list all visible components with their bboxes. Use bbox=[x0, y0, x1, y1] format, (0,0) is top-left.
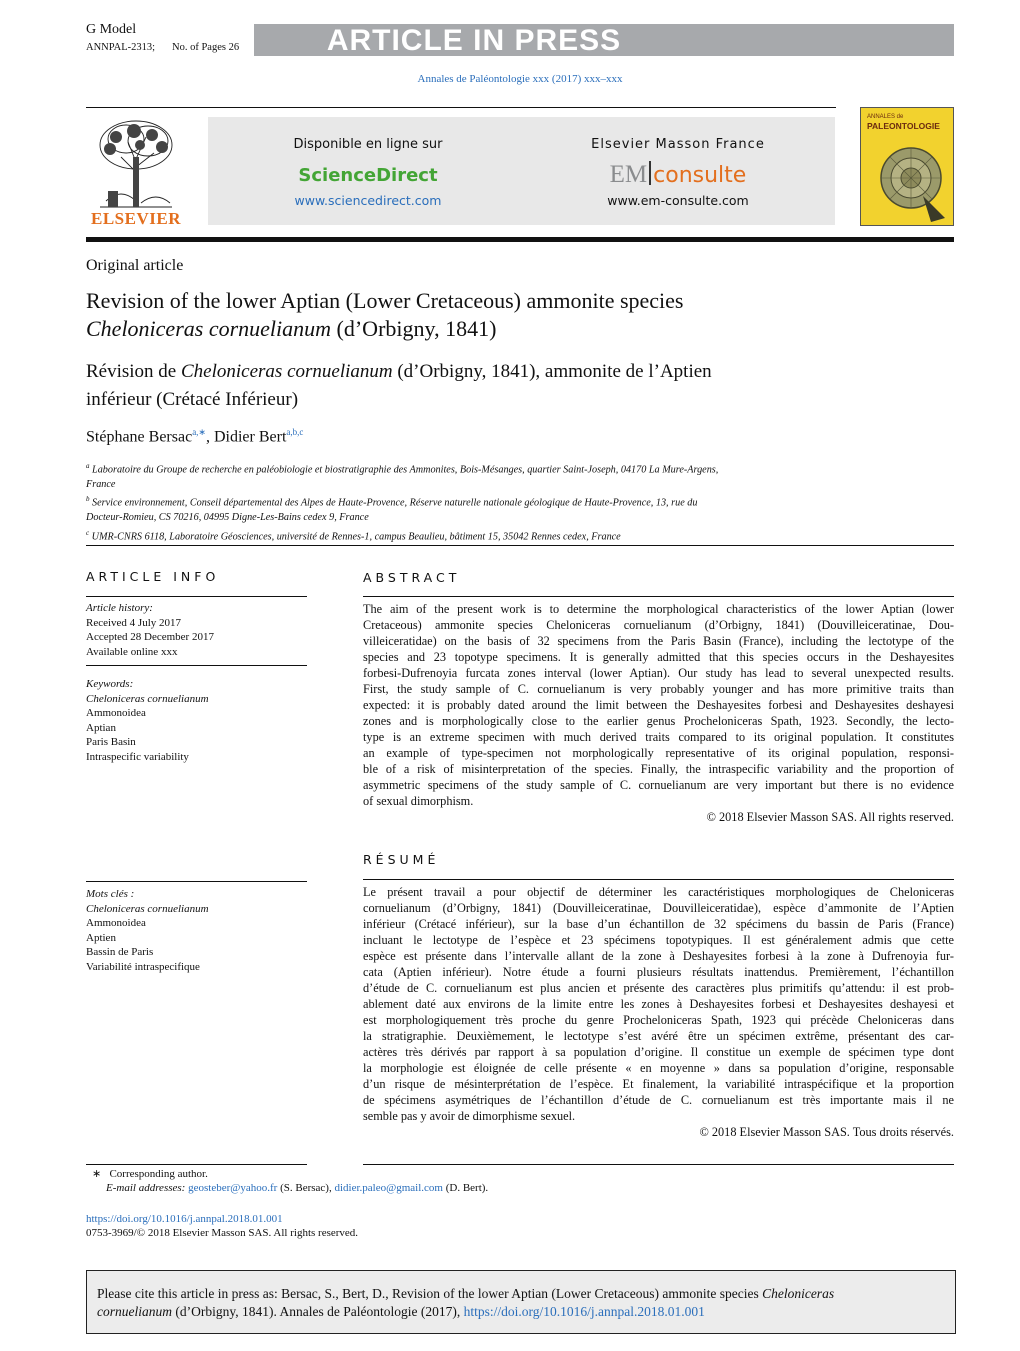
resume-rule bbox=[363, 879, 954, 880]
journal-cover bbox=[860, 107, 954, 226]
info-rule-2 bbox=[86, 665, 307, 666]
online-date: Available online xxx bbox=[86, 645, 178, 658]
abstract-body bbox=[363, 601, 954, 825]
fr-title-line2: inférieur (Crétacé Inférieur) bbox=[86, 389, 299, 410]
resume-line: d’un risque de mésinterprétation de l’espèce. Et finalement, la variabilité intraspécifique et la proportion bbox=[363, 1077, 954, 1091]
affiliation-text: Laboratoire du Groupe de recherche en paléobiologie et biostratigraphie des Ammonites, Bois-Mésanges, quartier Saint-Joseph, 04170 La Mure-Argens, bbox=[92, 464, 719, 476]
abstract-line: an example of type-specimen not morphologically representative of its original population, responsi- bbox=[363, 746, 954, 760]
resume-line: est morphologiquement très proche du genre Procheloniceras Spath, 1923 qui précède Cheloniceras dans bbox=[363, 1013, 954, 1027]
right-caption: Elsevier Masson France bbox=[591, 137, 765, 152]
resume-line: Le présent travail a pour objectif de déterminer les caractéristiques morphologiques de Cheloniceras bbox=[363, 885, 954, 899]
abstract-line: First, the study sample of C. cornuelianum is very probably younger and has more primitive traits than bbox=[363, 682, 954, 696]
journal-line[interactable]: Annales de Paléontologie xxx (2017) xxx–xxx bbox=[417, 73, 623, 85]
affiliation-a bbox=[86, 459, 846, 478]
ref-code: ANNPAL-2313; bbox=[86, 42, 156, 53]
keywords bbox=[86, 677, 307, 764]
title-line2 bbox=[86, 315, 684, 343]
fr-title-species: Cheloniceras cornuelianum bbox=[181, 361, 393, 382]
publisher-logo-text: ELSEVIER bbox=[91, 209, 181, 228]
banner-text: ARTICLE IN PRESS bbox=[326, 24, 622, 57]
citation-doi-link[interactable]: https://doi.org/10.1016/j.annpal.2018.01.001 bbox=[463, 1304, 705, 1319]
resume-line: ablement daté aux environs de la limite entre les zones à Deshayesites forbesi et Deshayesites deshayesi et bbox=[363, 997, 954, 1011]
masthead-box bbox=[208, 117, 835, 225]
resume-line: inférieur (Crétacé inférieur), sur la base d’un échantillon de 32 spécimens du bassin de Paris (France) bbox=[363, 917, 954, 931]
affiliation-c bbox=[86, 526, 846, 545]
title-line2-rest: (d’Orbigny, 1841) bbox=[331, 316, 497, 341]
email-link-2[interactable]: didier.paleo@gmail.com bbox=[334, 1182, 443, 1194]
article-title bbox=[86, 287, 684, 343]
received-date: Received 4 July 2017 bbox=[86, 616, 182, 629]
resume-line: espèce est présente dans l’intervalle allant de la zone à Deshayesites forbesi à la zone à Dufrenoyia fur- bbox=[363, 949, 954, 963]
cover-line1: ANNALES de bbox=[867, 114, 904, 120]
cover-line2: PALEONTOLOGIE bbox=[867, 121, 940, 131]
title-species: Cheloniceras cornuelianum bbox=[86, 316, 332, 341]
emconsulte-rest: consulte bbox=[653, 163, 747, 188]
sciencedirect-logo[interactable]: ScienceDirect bbox=[298, 165, 438, 186]
citation-rest: (d’Orbigny, 1841). Annales de Paléontologie (2017), bbox=[172, 1304, 464, 1319]
fr-title-line1 bbox=[86, 358, 712, 386]
affiliation-mark: c bbox=[86, 528, 90, 537]
resume-line: de spécimens asymétriques de l’échantillon d’étude de C. cornuelianum est très importante mais il ne bbox=[363, 1093, 954, 1107]
abstract-line: villeiceratidae) on the basis of 32 specimens from the Paris Basin (France), including the lectotype of the bbox=[363, 634, 954, 648]
article-info-heading: ARTICLE INFO bbox=[86, 569, 220, 584]
keyword-item: Paris Basin bbox=[86, 736, 136, 748]
citation-prefix: Please cite this article in press as: Bersac, S., Bert, D., Revision of the lower Aptian (Lower Cretaceous) ammonite species bbox=[97, 1286, 763, 1301]
affiliation-text: Service environnement, Conseil départemental des Alpes de Haute-Provence, Réserve naturelle nationale géologique de Haute-Provence, 13, rue du bbox=[92, 497, 698, 509]
abstract-line: ble of a risk of misinterpretation of the species. Finally, the intraspecific variability and the proportion of bbox=[363, 762, 954, 776]
resume-line: cornuelianum (d’Orbigny, 1841) (Douvilleiceratinae, Douvilleiceratidae), espèce d’ammonite de l’Aptien bbox=[363, 901, 954, 915]
corresponding-text: Corresponding author. bbox=[109, 1168, 208, 1180]
footnote-rule-left bbox=[86, 1164, 307, 1165]
motscle-item: Cheloniceras cornuelianum bbox=[86, 902, 209, 915]
email-link-1[interactable]: geosteber@yahoo.fr bbox=[188, 1182, 278, 1194]
motscle-item: Ammonoidea bbox=[86, 917, 146, 929]
emconsulte-url[interactable]: www.em-consulte.com bbox=[607, 193, 749, 208]
keyword-item: Aptian bbox=[86, 721, 116, 734]
abstract-copyright: © 2018 Elsevier Masson SAS. All rights reserved. bbox=[706, 810, 954, 824]
banner bbox=[254, 24, 954, 56]
abstract-line: species and 23 topotype specimens. It is generally admitted that this species occurs in the Deshayesites bbox=[363, 650, 954, 664]
resume-copyright: © 2018 Elsevier Masson SAS. Tous droits réservés. bbox=[699, 1125, 954, 1139]
author-sep: , bbox=[205, 428, 214, 446]
author-2[interactable]: Didier Bert bbox=[213, 428, 287, 446]
citation-line2 bbox=[97, 1303, 945, 1321]
email-label: E-mail addresses: bbox=[106, 1182, 186, 1194]
fr-title-b: (d’Orbigny, 1841), ammonite de l’Aptien bbox=[392, 361, 712, 382]
article-history bbox=[86, 601, 307, 659]
author-1[interactable]: Stéphane Bersac bbox=[86, 428, 193, 446]
issn-line: 0753-3969/© 2018 Elsevier Masson SAS. All rights reserved. bbox=[86, 1227, 359, 1239]
left-caption: Disponible en ligne sur bbox=[293, 137, 443, 152]
abstract-line: zones and is morphologically close to the earlier genus Procheloniceras Spath, 1923. Secondly, the lecto- bbox=[363, 714, 954, 728]
email-1-who: (S. Bersac), bbox=[277, 1182, 332, 1194]
affiliations bbox=[86, 459, 846, 545]
keyword-item: Cheloniceras cornuelianum bbox=[86, 692, 209, 705]
email-note bbox=[106, 1181, 806, 1196]
article-type: Original article bbox=[86, 257, 184, 274]
affiliation-text: Docteur-Romieu, CS 70216, 04995 Digne-Les-Bains cedex 9, France bbox=[86, 512, 369, 524]
resume-line: incluant le lectotype de l’espèce et 23 spécimens topotypiques. Il est généralement admis que cette bbox=[363, 933, 954, 947]
motscle-item: Variabilité intraspecifique bbox=[86, 960, 200, 973]
mots-cles bbox=[86, 887, 307, 974]
abstract-line: forbesi-Dufrenoyia furcata zones interval (lower Aptian). Our study has lead to several unexpected results. bbox=[363, 666, 954, 680]
elsevier-logo bbox=[86, 117, 186, 229]
abstract-line: type is an extreme specimen with much derived traits compared to its original population. It constitutes bbox=[363, 730, 954, 744]
masthead-thick-rule bbox=[86, 237, 954, 242]
keywords-label: Keywords: bbox=[86, 678, 134, 690]
citation-species: Cheloniceras bbox=[762, 1286, 835, 1301]
pages-label: No. of Pages 26 bbox=[172, 42, 240, 53]
citation-species-2: cornuelianum bbox=[97, 1304, 172, 1319]
footnote-rule-right bbox=[363, 1164, 954, 1165]
resume-line: la morphologie est éloignée de celle présente « en moyenne » dans sa population d’origine, responsable bbox=[363, 1061, 954, 1075]
resume-line: la stratigraphie. Deuxièmement, le lectotype s’est avéré être un spécimen extrême, présentant des car- bbox=[363, 1029, 954, 1043]
motscles-label: Mots clés : bbox=[86, 888, 135, 900]
abstract-rule bbox=[363, 596, 954, 597]
sciencedirect-url[interactable]: www.sciencedirect.com bbox=[294, 193, 442, 208]
motscle-item: Aptien bbox=[86, 931, 116, 944]
emconsulte-logo[interactable] bbox=[548, 159, 808, 189]
resume-line: actères très dérivés par rapport à sa population d’origine. Il constitue un exemple de spécimen type dont bbox=[363, 1045, 954, 1059]
abstract-line: expected: it is probably dated around the limit between the Deshayesites forbesi and Deshayesites deshayesi bbox=[363, 698, 954, 712]
corresponding-mark: ∗ bbox=[92, 1168, 102, 1180]
abstract-line: of sexual dimorphism. bbox=[363, 794, 474, 808]
corresponding-note bbox=[92, 1167, 792, 1182]
citation-line1 bbox=[97, 1285, 945, 1303]
title-line1: Revision of the lower Aptian (Lower Cretaceous) ammonite species bbox=[86, 288, 684, 313]
affiliation-b bbox=[86, 492, 846, 511]
doi-link[interactable]: https://doi.org/10.1016/j.annpal.2018.01.001 bbox=[86, 1213, 283, 1225]
emconsulte-divider bbox=[649, 161, 651, 185]
abstract-heading: ABSTRACT bbox=[363, 570, 461, 585]
elsevier-tree-icon bbox=[86, 117, 186, 213]
resume-line: cata (Aptien inférieur). Notre étude a fourni plusieurs résultats inattendus. Premièrement, l’échantillon bbox=[363, 965, 954, 979]
fr-title-a: Révision de bbox=[86, 361, 181, 382]
abstract-line: asymmetric specimens of the study sample of C. cornuelianum are very important but there is no evidence bbox=[363, 778, 954, 792]
motscle-item: Bassin de Paris bbox=[86, 946, 154, 958]
resume-body bbox=[363, 884, 954, 1140]
affiliation-text: France bbox=[86, 478, 116, 490]
email-2-who: (D. Bert). bbox=[442, 1182, 489, 1194]
author-1-sup[interactable]: a,∗ bbox=[192, 427, 206, 437]
resume-heading: RÉSUMÉ bbox=[363, 852, 440, 867]
authors bbox=[86, 427, 303, 446]
abstract-line: Cretaceous) ammonite species Cheloniceras cornuelianum (d’Orbigny, 1841) (Douvilleiceratinae, Dou- bbox=[363, 618, 954, 632]
ammonite-icon bbox=[861, 136, 954, 226]
affiliation-text: UMR-CNRS 6118, Laboratoire Géosciences, université de Rennes-1, campus Beaulieu, bâtiment 15, 35042 Rennes cedex, France bbox=[91, 531, 621, 543]
citation-box bbox=[86, 1270, 956, 1334]
affiliation-mark: b bbox=[86, 495, 90, 504]
resume-line: semble pas y avoir de dimorphisme sexuel. bbox=[363, 1109, 576, 1123]
accepted-date: Accepted 28 December 2017 bbox=[86, 631, 214, 643]
model-label: G Model bbox=[86, 22, 137, 37]
abstract-line: The aim of the present work is to determine the morphological characteristics of the lower Aptian (lower bbox=[363, 602, 954, 616]
info-rule-3 bbox=[86, 881, 307, 882]
history-label: Article history: bbox=[86, 602, 153, 614]
resume-line: d’étude de C. cornuelianum est plus ancien et présente des caractères plus primitifs qu’attendu: il est prob- bbox=[363, 981, 954, 995]
author-2-sup[interactable]: a,b,c bbox=[286, 427, 304, 437]
emconsulte-em: EM bbox=[609, 161, 648, 188]
french-title bbox=[86, 358, 712, 414]
keyword-item: Intraspecific variability bbox=[86, 750, 189, 763]
keyword-item: Ammonoidea bbox=[86, 707, 146, 719]
header-rule bbox=[86, 107, 836, 108]
info-rule-1 bbox=[86, 596, 307, 597]
affiliations-rule bbox=[86, 545, 954, 546]
affiliation-mark: a bbox=[86, 462, 90, 470]
